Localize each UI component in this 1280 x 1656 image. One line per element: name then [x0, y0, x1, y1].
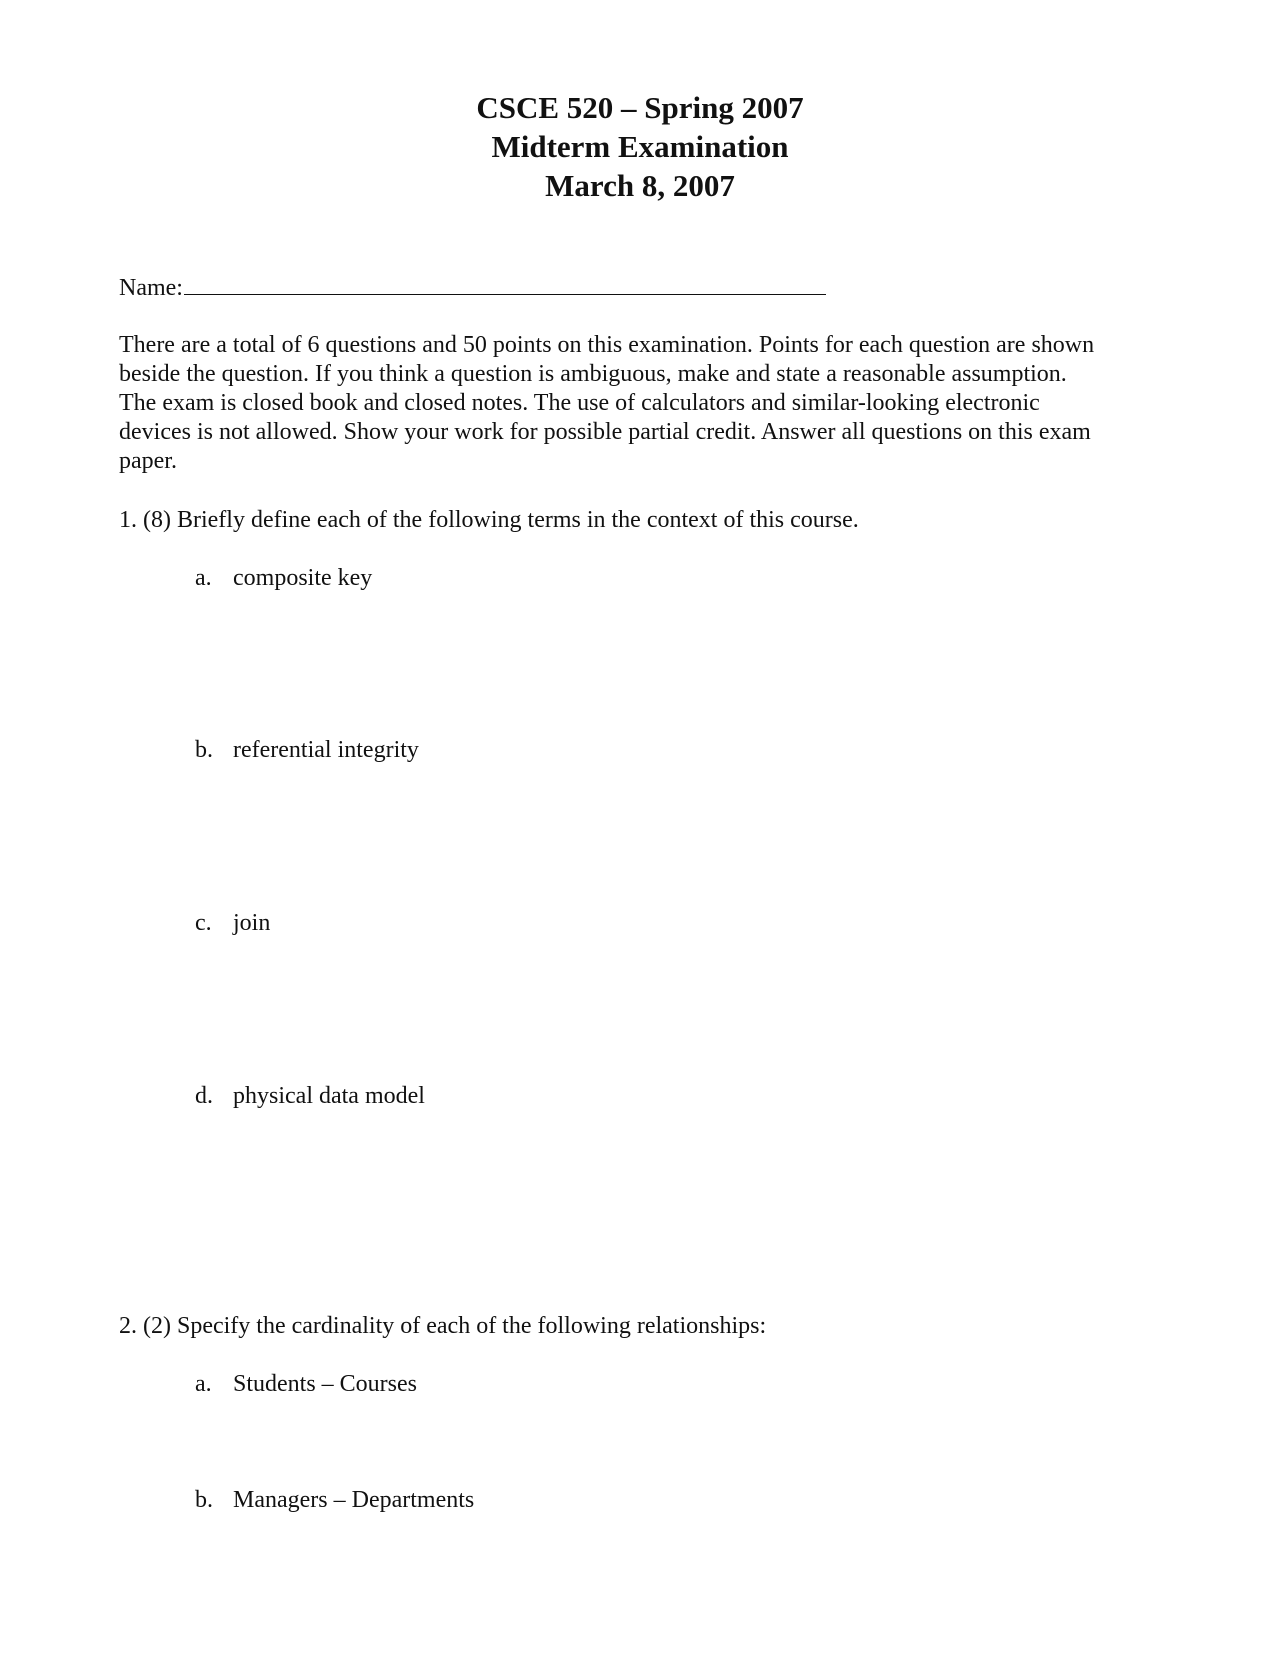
item-text: join [233, 910, 271, 936]
instructions-line: There are a total of 6 questions and 50 points on this examination. Points for each question are shown [119, 332, 1095, 358]
item-text: Managers – Departments [233, 1487, 475, 1513]
name-field-row [119, 272, 826, 303]
item-letter: b. [195, 737, 213, 763]
item-letter: d. [195, 1083, 213, 1109]
item-letter: a. [195, 565, 212, 591]
name-label: Name: [119, 275, 183, 301]
exam-name: Midterm Examination [491, 129, 789, 164]
instructions-paragraph [119, 331, 1169, 476]
question-2: 2. (2) Specify the cardinality of each of the following relationships: [119, 1313, 767, 1339]
question-1-item-a [195, 563, 372, 593]
name-blank-line[interactable] [184, 272, 826, 295]
question-2-item-b [195, 1485, 474, 1515]
item-letter: c. [195, 910, 212, 936]
instructions-line: beside the question. If you think a question is ambiguous, make and state a reasonable assumption. [119, 361, 1067, 387]
item-text: Students – Courses [233, 1371, 418, 1397]
question-1-item-b [195, 735, 419, 765]
question-2-item-a [195, 1369, 417, 1399]
instructions-line: The exam is closed book and closed notes. The use of calculators and similar-looking electronic [119, 390, 1040, 416]
exam-date: March 8, 2007 [545, 168, 735, 203]
question-1-item-c [195, 908, 270, 938]
item-letter: a. [195, 1371, 212, 1397]
item-text: referential integrity [233, 737, 419, 763]
item-text: composite key [233, 565, 373, 591]
item-text: physical data model [233, 1083, 425, 1109]
item-letter: b. [195, 1487, 213, 1513]
instructions-line: paper. [119, 448, 177, 474]
instructions-line: devices is not allowed. Show your work for possible partial credit. Answer all questions on this exam [119, 419, 1091, 445]
course-title: CSCE 520 – Spring 2007 [476, 90, 804, 125]
exam-title [0, 88, 1280, 205]
question-1-item-d [195, 1081, 425, 1111]
question-1: 1. (8) Briefly define each of the following terms in the context of this course. [119, 507, 859, 533]
